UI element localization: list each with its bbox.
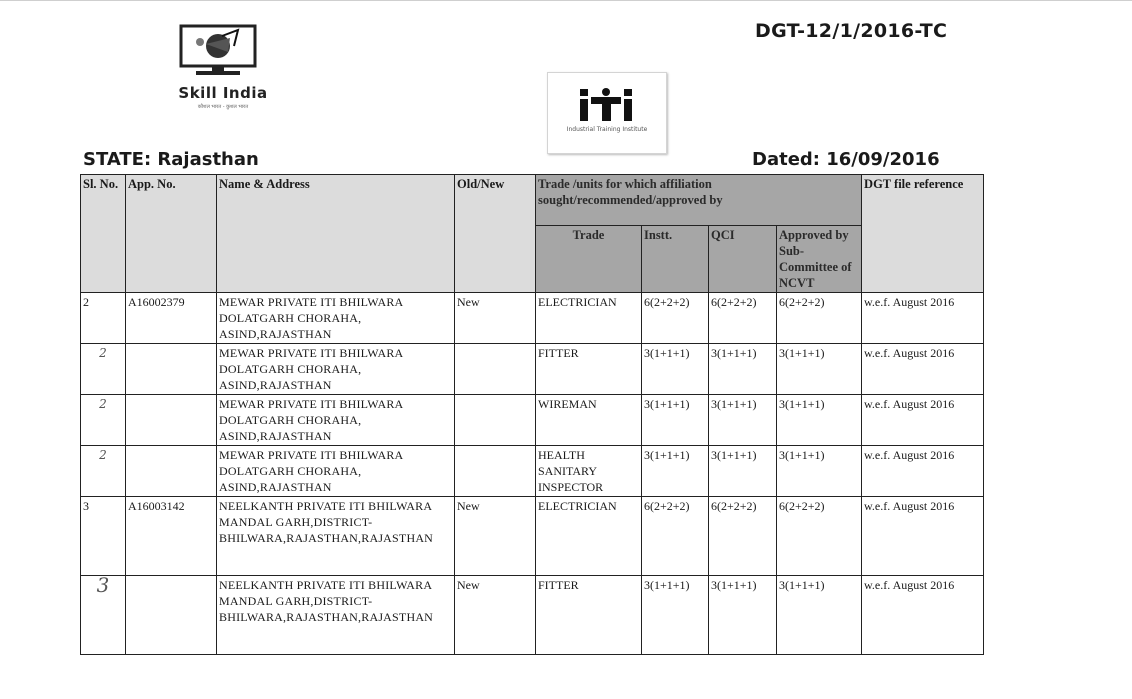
row-qci: 6(2+2+2)	[709, 293, 777, 344]
iti-mark-icon	[578, 87, 634, 123]
row-address: MEWAR PRIVATE ITI BHILWARA DOLATGARH CHORAHA, ASIND,RAJASTHAN	[217, 446, 455, 497]
row-approved: 6(2+2+2)	[777, 497, 862, 576]
header-sl-no: Sl. No.	[81, 175, 126, 293]
header-qci: QCI	[709, 226, 777, 293]
row-app-no	[126, 344, 217, 395]
table-row	[81, 344, 984, 395]
row-address: MEWAR PRIVATE ITI BHILWARA DOLATGARH CHORAHA, ASIND,RAJASTHAN	[217, 344, 455, 395]
iti-logo	[547, 72, 667, 154]
table-row	[81, 293, 984, 344]
row-address: MEWAR PRIVATE ITI BHILWARA DOLATGARH CHORAHA, ASIND,RAJASTHAN	[217, 395, 455, 446]
row-app-no: A16002379	[126, 293, 217, 344]
row-approved: 6(2+2+2)	[777, 293, 862, 344]
header-app-no: App. No.	[126, 175, 217, 293]
table-row	[81, 395, 984, 446]
header-trade: Trade	[536, 226, 642, 293]
row-sl: 3	[81, 497, 126, 576]
skill-india-tagline: कौशल भारत - कुशल भारत	[197, 104, 249, 110]
row-address: NEELKANTH PRIVATE ITI BHILWARA MANDAL GARH,DISTRICT- BHILWARA,RAJASTHAN,RAJASTHAN	[217, 576, 455, 655]
dgt-reference-number: DGT-12/1/2016-TC	[755, 20, 948, 42]
row-qci: 6(2+2+2)	[709, 497, 777, 576]
row-instt: 6(2+2+2)	[642, 293, 709, 344]
row-qci: 3(1+1+1)	[709, 344, 777, 395]
row-app-no	[126, 446, 217, 497]
row-qci: 3(1+1+1)	[709, 576, 777, 655]
skill-india-logo	[160, 22, 290, 112]
row-sl-handwritten: 2	[81, 344, 126, 395]
row-trade: FITTER	[536, 576, 642, 655]
header-dgt-ref: DGT file reference	[862, 175, 984, 293]
row-dgt-ref: w.e.f. August 2016	[862, 395, 984, 446]
table-row	[81, 576, 984, 655]
row-approved: 3(1+1+1)	[777, 446, 862, 497]
header-instt: Instt.	[642, 226, 709, 293]
header-approved-by: Approved by Sub-Committee of NCVT	[777, 226, 862, 293]
row-status: New	[455, 576, 536, 655]
row-dgt-ref: w.e.f. August 2016	[862, 446, 984, 497]
row-trade: WIREMAN	[536, 395, 642, 446]
table-row	[81, 446, 984, 497]
affiliation-table	[80, 174, 984, 655]
row-trade: FITTER	[536, 344, 642, 395]
skill-india-title: Skill India	[178, 84, 268, 102]
row-instt: 3(1+1+1)	[642, 576, 709, 655]
row-status	[455, 446, 536, 497]
row-instt: 3(1+1+1)	[642, 395, 709, 446]
row-instt: 6(2+2+2)	[642, 497, 709, 576]
page-top-border	[0, 0, 1132, 1]
row-app-no: A16003142	[126, 497, 217, 576]
row-qci: 3(1+1+1)	[709, 395, 777, 446]
row-qci: 3(1+1+1)	[709, 446, 777, 497]
header-trade-group: Trade /units for which affiliation sought/recommended/approved by	[536, 175, 862, 226]
row-app-no	[126, 395, 217, 446]
row-status	[455, 395, 536, 446]
iti-subtitle: Industrial Training Institute	[566, 126, 648, 133]
header-old-new: Old/New	[455, 175, 536, 293]
row-address: MEWAR PRIVATE ITI BHILWARA DOLATGARH CHORAHA, ASIND,RAJASTHAN	[217, 293, 455, 344]
header-name-address: Name & Address	[217, 175, 455, 293]
skill-india-monitor-icon	[178, 24, 258, 76]
row-address: NEELKANTH PRIVATE ITI BHILWARA MANDAL GARH,DISTRICT- BHILWARA,RAJASTHAN,RAJASTHAN	[217, 497, 455, 576]
row-status: New	[455, 497, 536, 576]
row-approved: 3(1+1+1)	[777, 344, 862, 395]
row-app-no	[126, 576, 217, 655]
table-row	[81, 497, 984, 576]
state-heading: STATE: Rajasthan	[83, 149, 259, 170]
row-approved: 3(1+1+1)	[777, 395, 862, 446]
row-dgt-ref: w.e.f. August 2016	[862, 497, 984, 576]
row-approved: 3(1+1+1)	[777, 576, 862, 655]
row-trade: ELECTRICIAN	[536, 497, 642, 576]
row-sl-handwritten: 2	[81, 395, 126, 446]
row-dgt-ref: w.e.f. August 2016	[862, 344, 984, 395]
row-trade: ELECTRICIAN	[536, 293, 642, 344]
row-sl: 2	[81, 293, 126, 344]
row-trade: HEALTH SANITARY INSPECTOR	[536, 446, 642, 497]
row-dgt-ref: w.e.f. August 2016	[862, 293, 984, 344]
row-instt: 3(1+1+1)	[642, 446, 709, 497]
row-sl-handwritten: 2	[81, 446, 126, 497]
date-heading: Dated: 16/09/2016	[752, 149, 940, 170]
row-instt: 3(1+1+1)	[642, 344, 709, 395]
row-dgt-ref: w.e.f. August 2016	[862, 576, 984, 655]
row-status: New	[455, 293, 536, 344]
row-sl-handwritten: 3	[81, 576, 126, 655]
row-status	[455, 344, 536, 395]
